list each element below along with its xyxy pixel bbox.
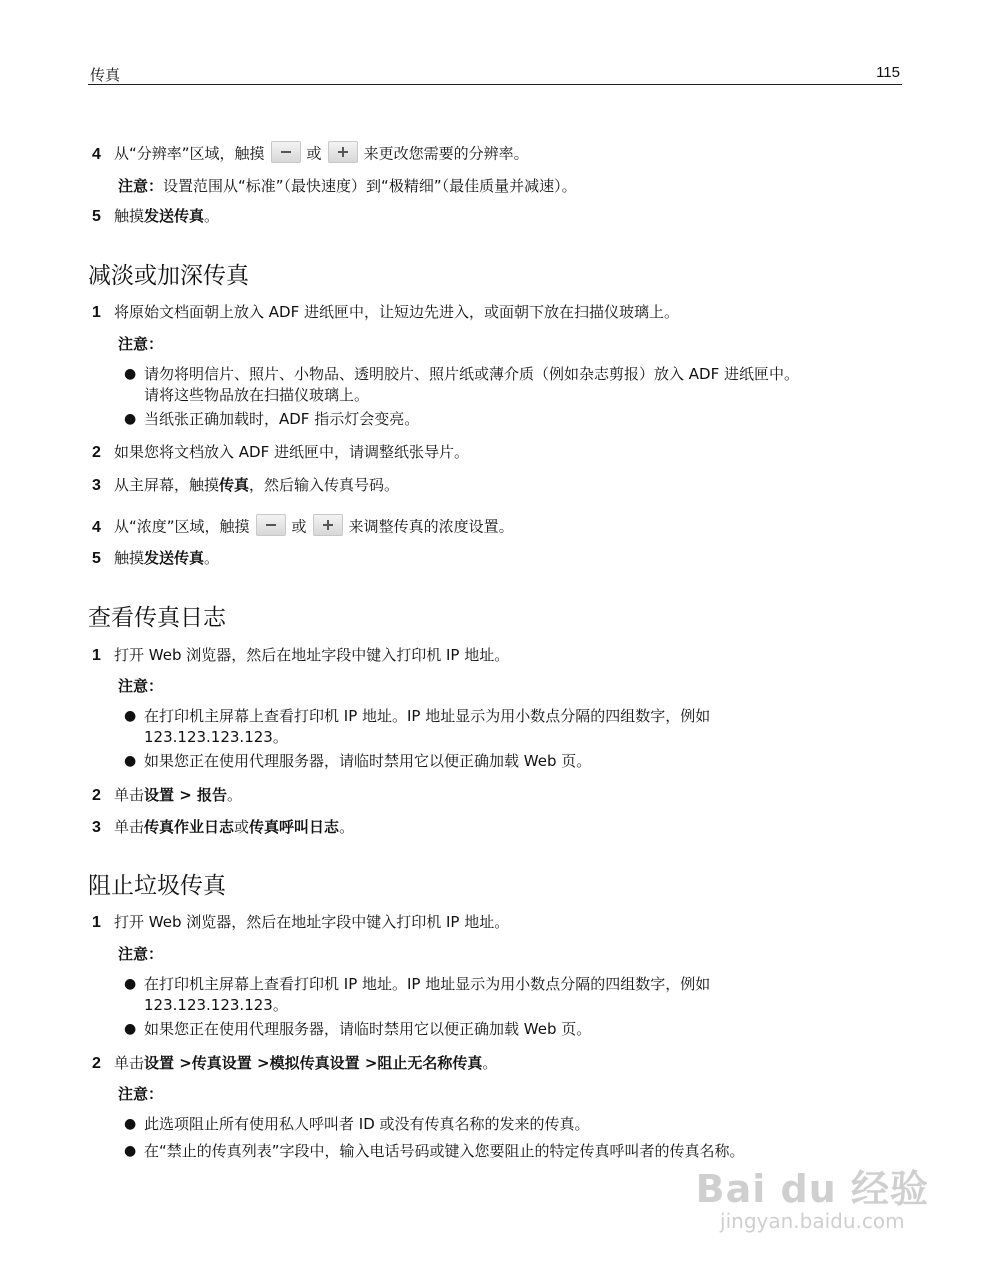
header-title: 传真 [90, 66, 121, 84]
step-text: 触摸 [114, 549, 145, 567]
bullet-line: 123.123.123.123。 [144, 996, 288, 1014]
step-text: 单击 [114, 786, 145, 804]
step-text-or: 或 [291, 517, 307, 536]
bullet-dot-icon: ● [124, 411, 137, 427]
section-heading: 减淡或加深传真 [88, 263, 249, 289]
step-text: 从主屏幕，触摸 [114, 476, 220, 494]
step-text-post: 来更改您需要的分辨率。 [363, 144, 529, 163]
note-label: 注意： [118, 335, 164, 353]
step-text-post: 来调整传真的浓度设置。 [348, 517, 514, 536]
step-text-post: 。 [227, 786, 243, 804]
bullet-line: 请将这些物品放在扫描仪玻璃上。 [144, 386, 370, 404]
step-open-browser [92, 645, 509, 666]
bullet-dot-icon: ● [124, 708, 137, 724]
bullet-line: 在打印机主屏幕上查看打印机 IP 地址。IP 地址显示为用小数点分隔的四组数字，例如 [144, 975, 711, 993]
bullet-dot-icon: ● [124, 1021, 137, 1037]
note-label: 注意： [118, 1085, 164, 1103]
page-number: 115 [876, 64, 900, 81]
step-text-or: 或 [306, 144, 322, 163]
bullet-item [122, 1019, 897, 1040]
step-number: 2 [92, 1055, 101, 1072]
step-text-post: 。 [482, 1054, 498, 1072]
step-number: 1 [92, 647, 101, 664]
bullet-line: 如果您正在使用代理服务器，请临时禁用它以便正确加载 Web 页。 [144, 752, 592, 770]
step-text-post: 。 [339, 818, 355, 836]
step-number: 3 [92, 819, 101, 836]
minus-button-icon [271, 141, 301, 163]
step-darkness [92, 516, 514, 538]
bullet-dot-icon: ● [124, 753, 137, 769]
bullet-item [122, 409, 897, 430]
step-text: 如果您将文档放入 ADF 进纸匣中，请调整纸张导片。 [114, 443, 469, 461]
bullet-line: 请勿将明信片、照片、小物品、透明胶片、照片纸或薄介质（例如杂志剪报）放入 ADF 进纸匣中。 [144, 365, 799, 383]
note-resolution [118, 176, 577, 196]
bullet-line: 123.123.123.123。 [144, 728, 288, 746]
step-bold-text: 设置 >传真设置 >模拟传真设置 >阻止无名称传真 [144, 1054, 483, 1072]
step-number: 1 [92, 914, 101, 931]
step-text: 打开 Web 浏览器，然后在地址字段中键入打印机 IP 地址。 [114, 913, 510, 931]
step-bold-text: 设置 > 报告 [144, 786, 228, 804]
bullet-item [122, 364, 897, 406]
bullet-line: 如果您正在使用代理服务器，请临时禁用它以便正确加载 Web 页。 [144, 1020, 592, 1038]
minus-button-icon [256, 514, 286, 536]
bullet-dot-icon: ● [124, 1143, 137, 1159]
step-load-document [92, 302, 679, 323]
step-open-browser [92, 912, 509, 933]
step-text: 打开 Web 浏览器，然后在地址字段中键入打印机 IP 地址。 [114, 646, 510, 664]
bullet-dot-icon: ● [124, 1116, 137, 1132]
step-text: 从“分辨率”区域，触摸 [114, 144, 265, 163]
bullet-item [122, 974, 897, 1016]
step-text-or: 或 [234, 818, 250, 836]
bullet-item [122, 706, 897, 748]
step-text: 单击 [114, 1054, 145, 1072]
section-heading: 查看传真日志 [88, 605, 226, 631]
step-text: 将原始文档面朝上放入 ADF 进纸匣中，让短边先进入，或面朝下放在扫描仪玻璃上。 [114, 303, 679, 321]
step-number: 3 [92, 477, 101, 494]
note-label: 注意： [118, 177, 164, 195]
bullet-item [122, 1114, 897, 1135]
plus-button-icon [328, 141, 358, 163]
page-header [88, 62, 902, 85]
note-label: 注意： [118, 945, 164, 963]
step-text: 单击 [114, 818, 145, 836]
step-bold-text: 传真作业日志 [144, 818, 235, 836]
step-number: 2 [92, 444, 101, 461]
step-bold-text: 传真呼叫日志 [249, 818, 340, 836]
step-adjust-guides [92, 442, 469, 463]
step-block-no-name [92, 1053, 497, 1074]
bullet-line: 在“禁止的传真列表”字段中，输入电话号码或键入您要阻止的特定传真呼叫者的传真名称。 [144, 1142, 745, 1160]
bullet-line: 此选项阻止所有使用私人呼叫者 ID 或没有传真名称的发来的传真。 [144, 1115, 590, 1133]
bullet-dot-icon: ● [124, 366, 137, 382]
step-text-post: 。 [204, 207, 220, 225]
step-send-fax [92, 548, 219, 569]
step-send-fax [92, 206, 219, 227]
step-number: 4 [92, 518, 101, 536]
bullet-line: 当纸张正确加载时，ADF 指示灯会变亮。 [144, 410, 420, 428]
step-text-post: 。 [204, 549, 220, 567]
baidu-watermark [696, 1158, 929, 1233]
bullet-item [122, 751, 897, 772]
step-bold-text: 发送传真 [144, 207, 205, 225]
watermark-url: jingyan.baidu.com [720, 1209, 905, 1233]
step-bold-text: 传真 [219, 476, 250, 494]
step-number: 5 [92, 550, 101, 567]
step-enter-number [92, 475, 399, 496]
plus-button-icon [313, 514, 343, 536]
watermark-brand: Bai du 经验 [695, 1167, 929, 1211]
section-heading: 阻止垃圾传真 [88, 873, 226, 899]
bullet-dot-icon: ● [124, 976, 137, 992]
step-number: 2 [92, 787, 101, 804]
step-text: 从“浓度”区域，触摸 [114, 517, 250, 536]
step-bold-text: 发送传真 [144, 549, 205, 567]
step-text-post: ，然后输入传真号码。 [249, 476, 400, 494]
step-resolution [92, 143, 529, 165]
note-text: 设置范围从“标准”（最快速度）到“极精细”（最佳质量并减速）。 [163, 177, 577, 195]
bullet-line: 在打印机主屏幕上查看打印机 IP 地址。IP 地址显示为用小数点分隔的四组数字，例如 [144, 707, 711, 725]
note-label: 注意： [118, 677, 164, 695]
step-click-logs [92, 817, 354, 838]
step-number: 1 [92, 304, 101, 321]
step-number: 4 [92, 145, 101, 163]
step-number: 5 [92, 208, 101, 225]
step-click-reports [92, 785, 242, 806]
step-text: 触摸 [114, 207, 145, 225]
